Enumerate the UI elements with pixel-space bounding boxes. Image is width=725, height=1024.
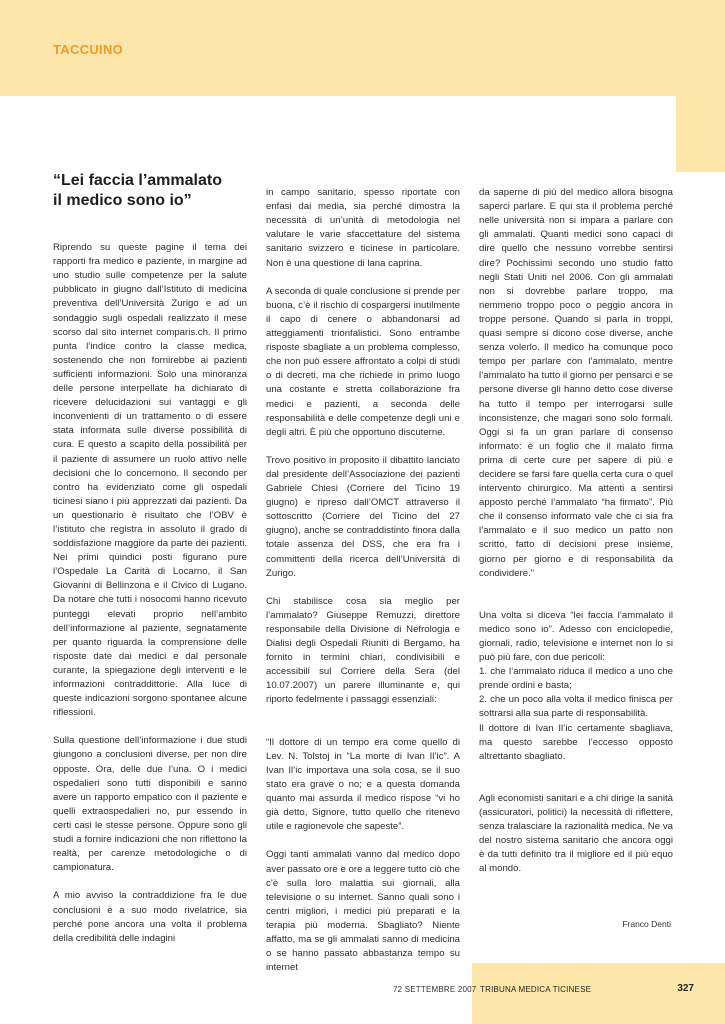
article-title: “Lei faccia l’ammalato il medico sono io”	[53, 172, 222, 209]
page-number: 327	[677, 983, 694, 994]
footer-journal: TRIBUNA MEDICA TICINESE	[480, 985, 592, 994]
paragraph: A mio avviso la contraddizione fra le due conclusioni è a suo modo rivelatrice, sia perché pone ancora una volta il problema della credibilità delle indagini	[53, 890, 247, 944]
paragraph: Una volta si diceva “lei faccia l’ammalato il medico sono io”. Adesso con enciclopedie, giornali, radio, televisione e internet non lo si può più fare, con due pericoli: 1. che l’ammalato riduca il medico a uno che prende ordini e basta; 2. che un poco alla volta il medico finisca per sottrarsi alla sua parte di responsabilità. Il dottore di Ivan Il’ic certamente sbagliava, ma questo sarebbe l’eccesso opposto altrettanto sbagliato.	[479, 609, 673, 762]
paragraph: in campo sanitario, spesso riportate con enfasi dai media, sia perché dimostra la necessità di un’unità di metodologia nel valutare le varie sfaccettature del sistema sanitario svizzero e ticinese in particolare. Non è una questione di lana caprina.	[266, 187, 460, 269]
author-signature: Franco Denti	[622, 919, 671, 929]
side-tab	[676, 96, 725, 172]
quote-paragraph: da saperne di più del medico allora bisogna saperci parlare. E qui sta il problema perché nelle università non si impara a parlare con gli ammalati. Quanti medici sono capaci di dire quello che nessuno vorrebbe sentirsi dire? Pochissimi secondo uno studio fatto negli Stati Uniti nel 2006. Con gli ammalati non si dovrebbe parlare troppo, ma nemmeno troppo poco o peggio ancora in troppe persone. Quando si parla in troppi, quasi sempre si dicono cose diverse, anche senza volerlo. Il medico ha comunque poco tempo per parlare con l’ammalato, mentre l’ammalato ha tutto il giorno per pensarci e se persone diverse gli hanno detto cose diverse ha tutto il tempo per interrogarsi sulle inconsistenze, che magari sono solo formali. Oggi si fa un gran parlare di consenso informato: è un foglio che il malato firma prima di certe cure per sapere di più e decidere se farsi fare quella certa cura o quel intervento chirurgico. Ma attenti a sentirsi apposto perché l’ammalato “ha firmato”. Più che il consenso informato vale che ci sia fra l’ammalato e il suo medico un patto non scritto, fatto di decisioni prese insieme, giorno per giorno e di responsabilità da condividere.”	[479, 187, 673, 579]
quote-paragraph: Oggi tanti ammalati vanno dal medico dopo aver passato ore e ore a leggere tutto ciò che c’è sulla loro malattia sui giornali, alla televisione o su internet. Sanno quali sono i centri migliori, i medici più preparati e la terapia più moderna. Sbagliato? Niente affatto, ma se gli ammalati sanno di medicina o se hanno passato abbastanza tempo su internet	[266, 849, 460, 974]
paragraph: Chi stabilisce cosa sia meglio per l’ammalato? Giuseppe Remuzzi, direttore responsabile della Divisione di Nefrologia e Dialisi degli Ospedali Riuniti di Bergamo, ha fornito in termini chiari, condivisibili e accessibili sul Corriere della Sera (del 10.07.2007) un parere illuminante e, qui riporto fedelmente i passaggi essenziali:	[266, 595, 460, 706]
column-1	[53, 227, 247, 960]
paragraph: Agli economisti sanitari e a chi dirige la sanità (assicuratori, politici) la necessità di riflettere, senza tralasciare la razionalità medica. Ne va del nostro sistema sanitario che ancora oggi è da tutti definito tra il migliore ed il più equo al mondo.	[479, 792, 673, 875]
quote-paragraph: “Il dottore di un tempo era come quello di Lev. N. Tolstoj in “La morte di Ivan Il’ic”. A Ivan Il’ic importava una sola cosa, se il suo stato era grave o no; e a questa domanda quanto mai assurda il medico rispose “vi ho già detto, Signore, tutto quello che ritenevo utile e ragionevole che sapeste”.	[266, 736, 460, 833]
paragraph: A seconda di quale conclusione si prende per buona, c’è il rischio di cospargersi inutilmente il capo di cenere o abbandonarsi ad atteggiamenti trionfalistici. Sono entrambe risposte sbagliate a un problema complesso, che non può essere affrontato a colpi di studi o di decreti, ma che richiede in primo luogo una costante e stretta collaborazione fra medici e pazienti, a seconda delle responsabilità e delle competenze degli uni e degli altri. È più che opportuno discuterne.	[266, 285, 460, 438]
paragraph: Sulla questione dell’informazione i due studi giungono a conclusioni diverse, per non dire opposte. Ora, delle due l’una. O i medici ospedalieri sono tutti disponibili e sanno avere un rapporto empatico con il paziente e quelli extraospedalieri no, pur essendo in certi casi le stesse persone. Oppure sono gli studi a fornire indicazioni che non riflettono la realtà, per carenze metodologiche o di campionatura.	[53, 735, 247, 874]
section-label: TACCUINO	[53, 42, 124, 57]
footer-issue: 72 SETTEMBRE 2007	[393, 985, 477, 994]
paragraph: Trovo positivo in proposito il dibattito lanciato dal presidente dell’Associazione dei pazienti Gabriele Chiesi (Corriere del Ticino 19 giugno) e ripreso dall’OMCT attraverso il sottoscritto (Corriere del Ticino del 27 giugno), anche se contraddistinto finora dalla totale assenza del DSS, che era fra i committenti della ricerca dell’Università di Zurigo.	[266, 454, 460, 579]
paragraph: Riprendo su queste pagine il tema dei rapporti fra medico e paziente, in margine ad uno studio sulle competenze per la salute pubblicato in giugno dall’Istituto di medicina preventiva dell’Università Zurigo e ad un sondaggio sugli ospedali realizzato il mese scorso dal sito internet comparis.ch. Il primo punta l’indice contro la classe medica, sostenendo che non fornirebbe ai pazienti sufficienti informazioni. Solo una minoranza delle persone interpellate ha dichiarato di ricevere delucidazioni sui vantaggi e gli inconvenienti di un trattamento o di essere stata informata sulle diverse possibilità di cura. E questo a scapito della possibilità per il paziente di assumere un ruolo attivo nelle decisioni che lo concernono. Il secondo per contro ha evidenziato come gli ospedali ticinesi siano i più apprezzati dai pazienti. Da un questionario è risultato che l’OBV è l’istituto che registra in assoluto il grado di soddisfazione maggiore da parte dei pazienti. Nei primi quindici posti figurano pure l’Ospedale La Carità di Locarno, il San Giovanni di Bellinzona e il Civico di Lugano. Da notare che tutti i nosocomi hanno ricevuto punteggi elevati proprio nell’ambito dell’informazione al paziente, segnatamente per quanto riguarda la comprensione delle risposte date dai medici e dal personale curante, la spiegazione degli interventi e le informazioni contraddittorie. Alla luce di queste indicazioni sorgono spontanee alcune riflessioni.	[53, 242, 247, 719]
column-2	[266, 172, 460, 989]
column-3	[479, 172, 673, 891]
